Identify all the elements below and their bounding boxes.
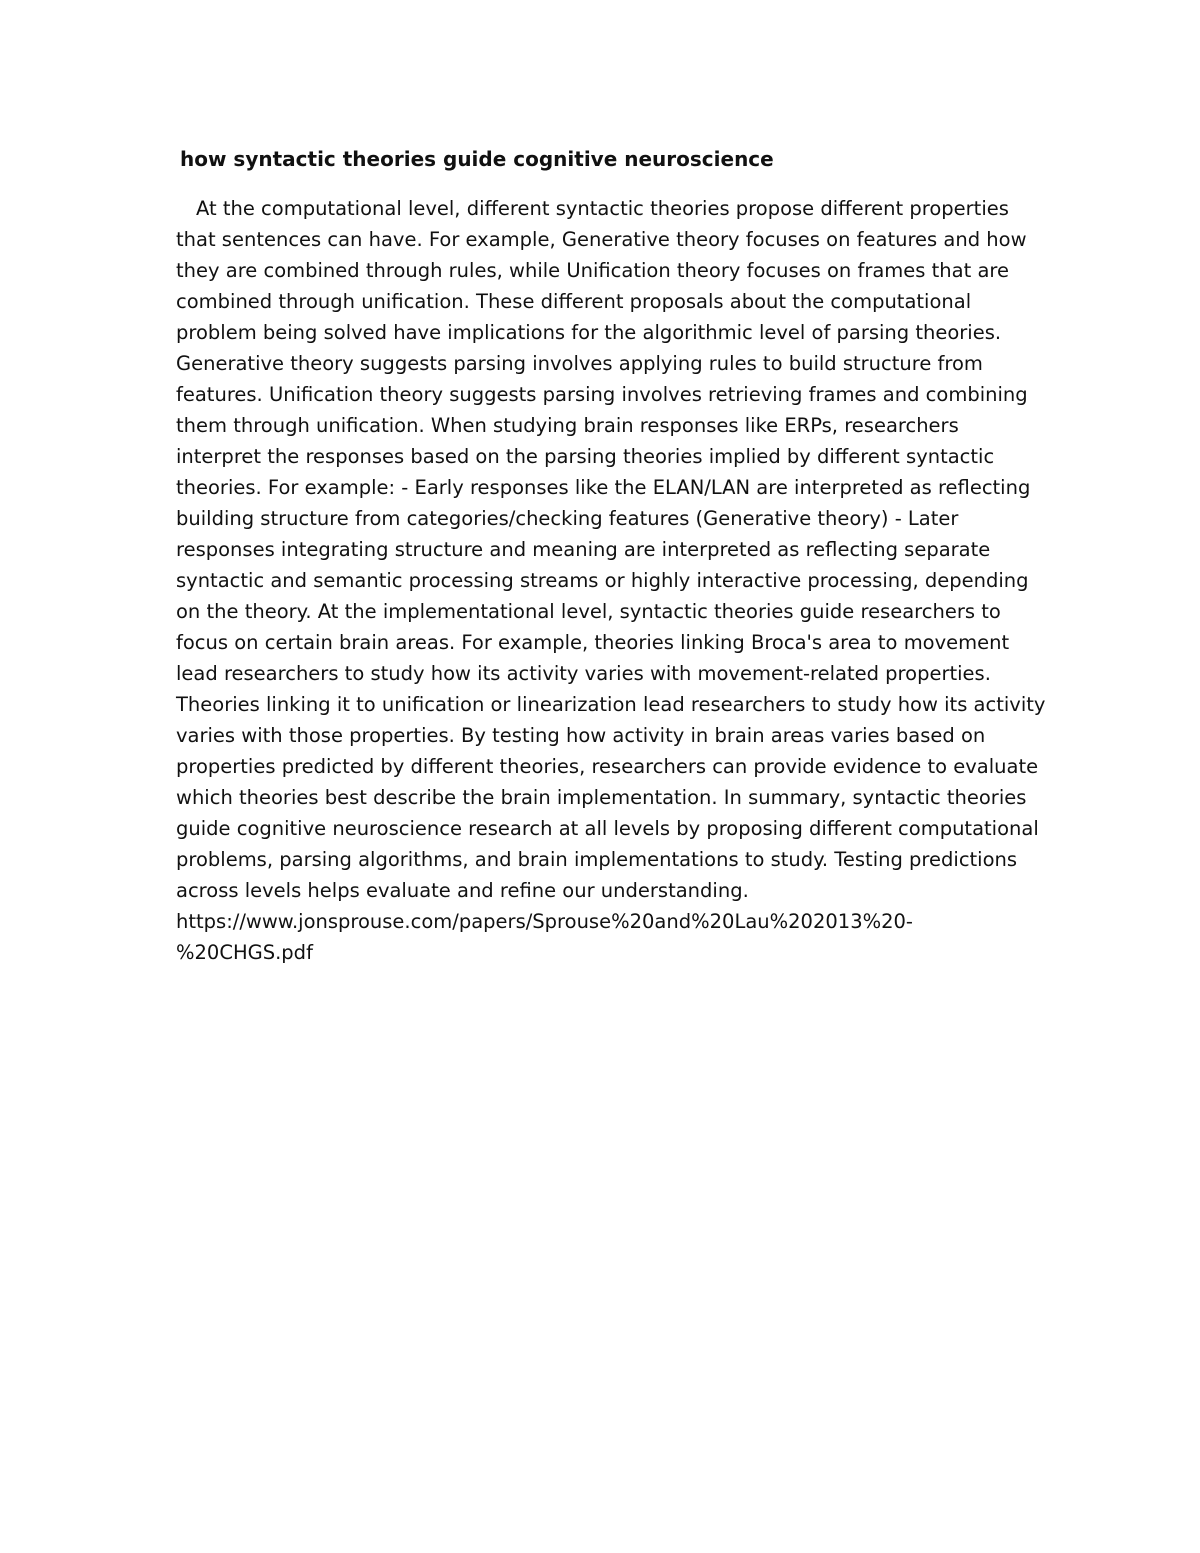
body-line-17: Theories linking it to unification or linearization lead researchers to study how its activity xyxy=(176,693,1046,716)
document-title: how syntactic theories guide cognitive neuroscience xyxy=(180,147,774,171)
body-line-13: syntactic and semantic processing streams or highly interactive processing, depending xyxy=(176,569,1029,592)
body-line-16: lead researchers to study how its activity varies with movement-related properties. xyxy=(176,662,991,685)
body-line-1: At the computational level, different syntactic theories propose different properties xyxy=(196,197,1009,220)
body-line-10: theories. For example: - Early responses like the ELAN/LAN are interpreted as reflecting xyxy=(176,476,1031,499)
body-line-23: across levels helps evaluate and refine our understanding. xyxy=(176,879,749,902)
body-line-8: them through unification. When studying brain responses like ERPs, researchers xyxy=(176,414,959,437)
body-line-6: Generative theory suggests parsing involves applying rules to build structure from xyxy=(176,352,983,375)
body-line-22: problems, parsing algorithms, and brain implementations to study. Testing predictions xyxy=(176,848,1018,871)
body-line-9: interpret the responses based on the parsing theories implied by different syntactic xyxy=(176,445,995,468)
body-line-14: on the theory. At the implementational level, syntactic theories guide researchers to xyxy=(176,600,1001,623)
body-line-3: they are combined through rules, while Unification theory focuses on frames that are xyxy=(176,259,1009,282)
body-line-15: focus on certain brain areas. For example, theories linking Broca's area to movement xyxy=(176,631,1010,654)
body-line-19: properties predicted by different theories, researchers can provide evidence to evaluate xyxy=(176,755,1039,778)
reference-url-line-1: https://www.jonsprouse.com/papers/Sprouse%20and%20Lau%202013%20- xyxy=(176,910,913,933)
body-line-5: problem being solved have implications for the algorithmic level of parsing theories. xyxy=(176,321,1002,344)
body-line-4: combined through unification. These different proposals about the computational xyxy=(176,290,972,313)
body-line-11: building structure from categories/checking features (Generative theory) - Later xyxy=(176,507,959,530)
body-line-18: varies with those properties. By testing how activity in brain areas varies based on xyxy=(176,724,986,747)
body-line-20: which theories best describe the brain implementation. In summary, syntactic theories xyxy=(176,786,1027,809)
reference-url-line-2: %20CHGS.pdf xyxy=(176,941,313,964)
body-line-12: responses integrating structure and meaning are interpreted as reflecting separate xyxy=(176,538,991,561)
body-line-21: guide cognitive neuroscience research at all levels by proposing different computational xyxy=(176,817,1039,840)
body-line-7: features. Unification theory suggests parsing involves retrieving frames and combining xyxy=(176,383,1028,406)
body-line-2: that sentences can have. For example, Generative theory focuses on features and how xyxy=(176,228,1027,251)
